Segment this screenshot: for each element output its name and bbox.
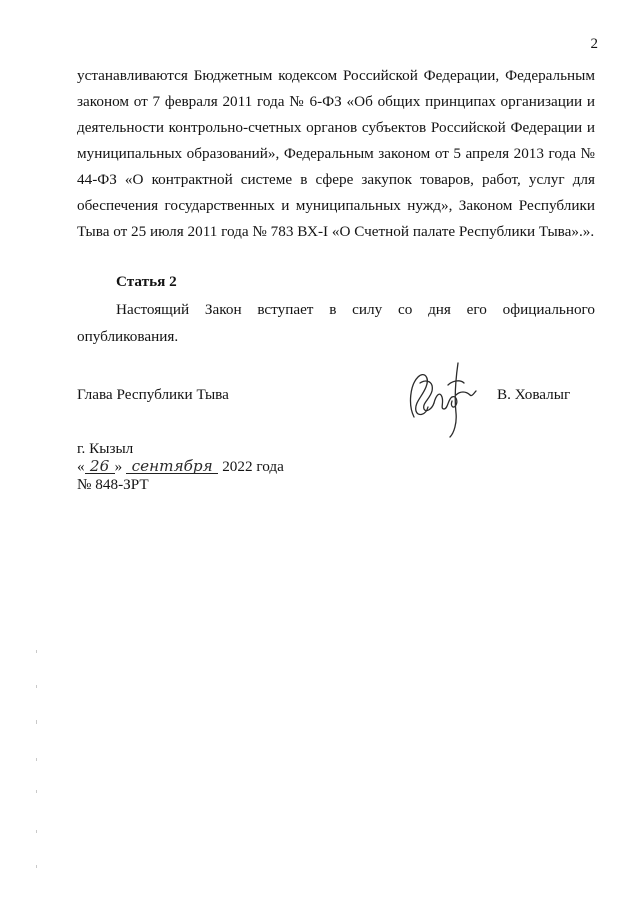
date-day: 26	[85, 459, 115, 474]
body-line: законом от 7 февраля 2011 года № 6-ФЗ «Об общих принципах организации и	[77, 93, 595, 110]
date-month: сентября	[126, 459, 218, 474]
law-number: № 848-ЗРТ	[77, 476, 149, 493]
date-year: 2022 года	[222, 458, 284, 475]
signer-name: В. Ховалыг	[497, 386, 571, 403]
footer-block	[77, 440, 284, 494]
article-line: опубликования.	[77, 328, 179, 345]
city-line: г. Кызыл	[77, 440, 134, 457]
article-heading: Статья 2	[116, 273, 177, 290]
body-line: обеспечения государственных и муниципальных нужд», Законом Республики	[77, 197, 595, 214]
body-paragraph	[77, 63, 595, 245]
signer-title: Глава Республики Тыва	[77, 386, 229, 403]
body-line: устанавливаются Бюджетным кодексом Российской Федерации, Федеральным	[77, 67, 595, 84]
body-line: Тыва от 25 июля 2011 года № 783 ВХ-I «О Счетной палате Республики Тыва».».	[77, 223, 595, 240]
body-line: муниципальных образований», Федеральным законом от 5 апреля 2013 года №	[77, 145, 595, 162]
page-number: 2	[590, 36, 598, 52]
date-open-quote: «	[77, 458, 85, 475]
article-paragraph	[77, 296, 595, 350]
date-line	[77, 458, 284, 476]
binding-marks	[34, 640, 40, 900]
article-line: Настоящий Закон вступает в силу со дня его официального	[116, 301, 595, 318]
handwritten-signature	[400, 355, 480, 440]
date-close-quote: »	[114, 458, 123, 475]
body-line: 44-ФЗ «О контрактной системе в сфере закупок товаров, работ, услуг для	[77, 171, 595, 188]
body-line: деятельности контрольно-счетных органов субъектов Российской Федерации и	[77, 119, 595, 136]
